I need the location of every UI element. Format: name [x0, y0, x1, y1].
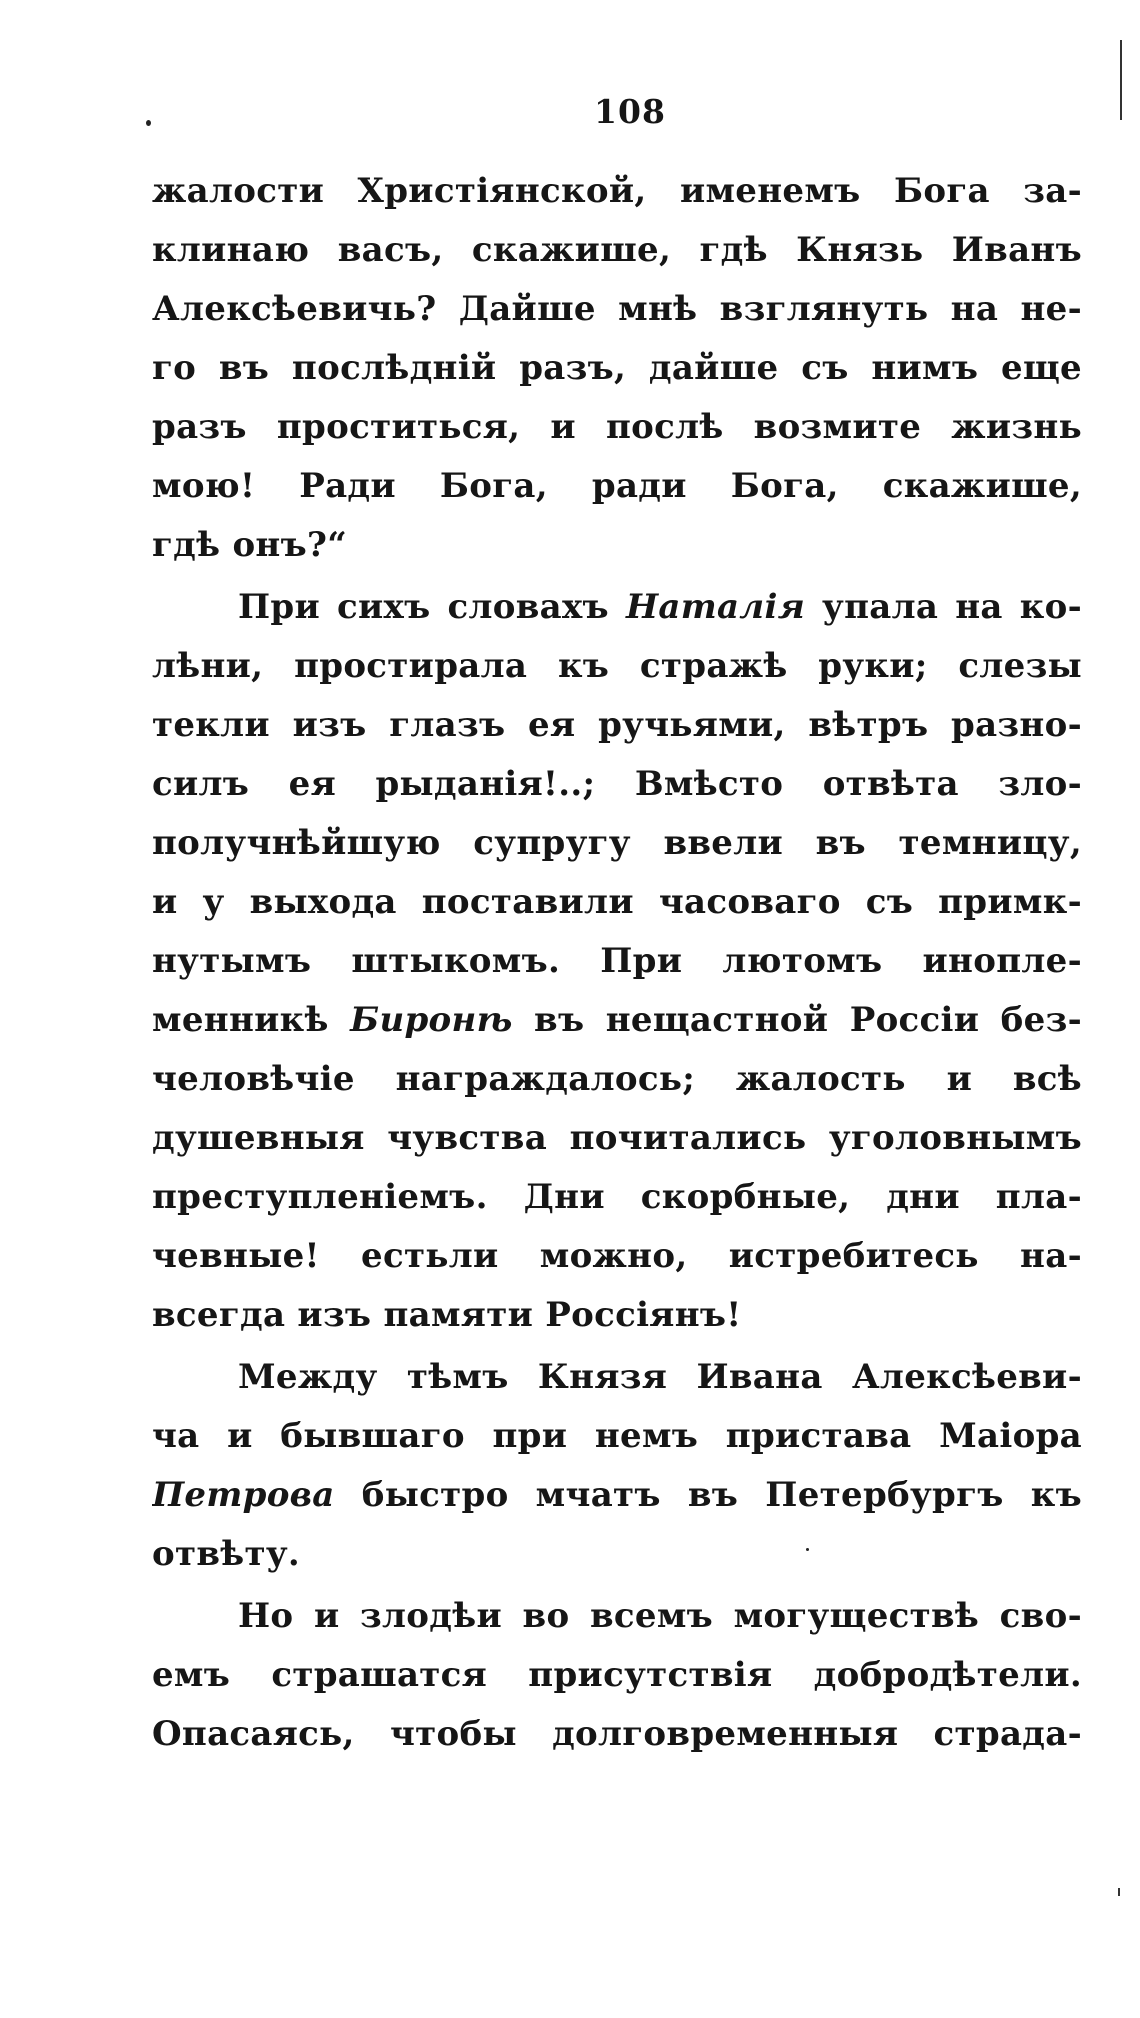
text-line: ча и бывшаго при немъ пристава Маіора	[152, 1416, 1082, 1456]
text-line: менникѣ Биронѣ въ нещастной Россіи без-	[152, 1000, 1082, 1040]
text-line: лѣни, простирала къ стражѣ руки; слезы	[152, 646, 1082, 686]
text-line: При сихъ словахъ Наталія упала на ко-	[238, 587, 1082, 627]
text-line: Между тѣмъ Князя Ивана Алексѣеви-	[238, 1357, 1082, 1397]
text-line: го въ послѣдній разъ, дайше съ нимъ еще	[152, 348, 1082, 388]
text-line: текли изъ глазъ ея ручьями, вѣтръ разно-	[152, 705, 1082, 745]
text-line: клинаю васъ, скажише, гдѣ Князь Иванъ	[152, 230, 1082, 270]
text-line: мою! Ради Бога, ради Бога, скажише,	[152, 466, 1082, 506]
italic-name: Петрова	[152, 1475, 335, 1515]
paragraph-1	[152, 162, 1082, 575]
text-line: душевныя чувства почитались уголовнымъ	[152, 1118, 1082, 1158]
body-text	[152, 162, 1082, 1767]
paragraph-3	[152, 1348, 1082, 1584]
page-number: 108	[594, 92, 666, 131]
text-line: человѣчіе награждалось; жалость и всѣ	[152, 1059, 1082, 1099]
text-line: силъ ея рыданія!..; Вмѣсто отвѣта зло-	[152, 764, 1082, 804]
text-line: емъ страшатся присутствія добродѣтели.	[152, 1655, 1082, 1695]
text-line: всегда изъ памяти Россіянъ!	[152, 1295, 742, 1335]
text-line: нутымъ штыкомъ. При лютомъ инопле-	[152, 941, 1082, 981]
paragraph-2	[152, 578, 1082, 1345]
text-line: получнѣйшую супругу ввели въ темницу,	[152, 823, 1082, 863]
text-line: чевные! естьли можно, истребитесь на-	[152, 1236, 1082, 1276]
text-line: разъ проститься, и послѣ возмите жизнь	[152, 407, 1082, 447]
italic-name: Наталія	[625, 587, 806, 627]
page-edge-mark	[1118, 1888, 1120, 1896]
text-line: отвѣту.	[152, 1534, 301, 1574]
paragraph-4	[152, 1587, 1082, 1764]
text-line: гдѣ онъ?“	[152, 525, 348, 565]
italic-name: Биронѣ	[350, 1000, 513, 1040]
text-line: Петрова быстро мчатъ въ Петербургъ къ	[152, 1475, 1082, 1515]
text-line: и у выхода поставили часоваго съ примк-	[152, 882, 1082, 922]
text-line: Но и злодѣи во всемъ могуществѣ сво-	[238, 1596, 1082, 1636]
text-line: преступленіемъ. Дни скорбные, дни пла-	[152, 1177, 1082, 1217]
text-line: жалости Христіянской, именемъ Бога за-	[152, 171, 1082, 211]
text-line: Алексѣевичь? Дайше мнѣ взглянуть на не-	[152, 289, 1082, 329]
text-line: Опасаясь, чтобы долговременныя страда-	[152, 1714, 1082, 1754]
ink-speck	[806, 1548, 809, 1551]
